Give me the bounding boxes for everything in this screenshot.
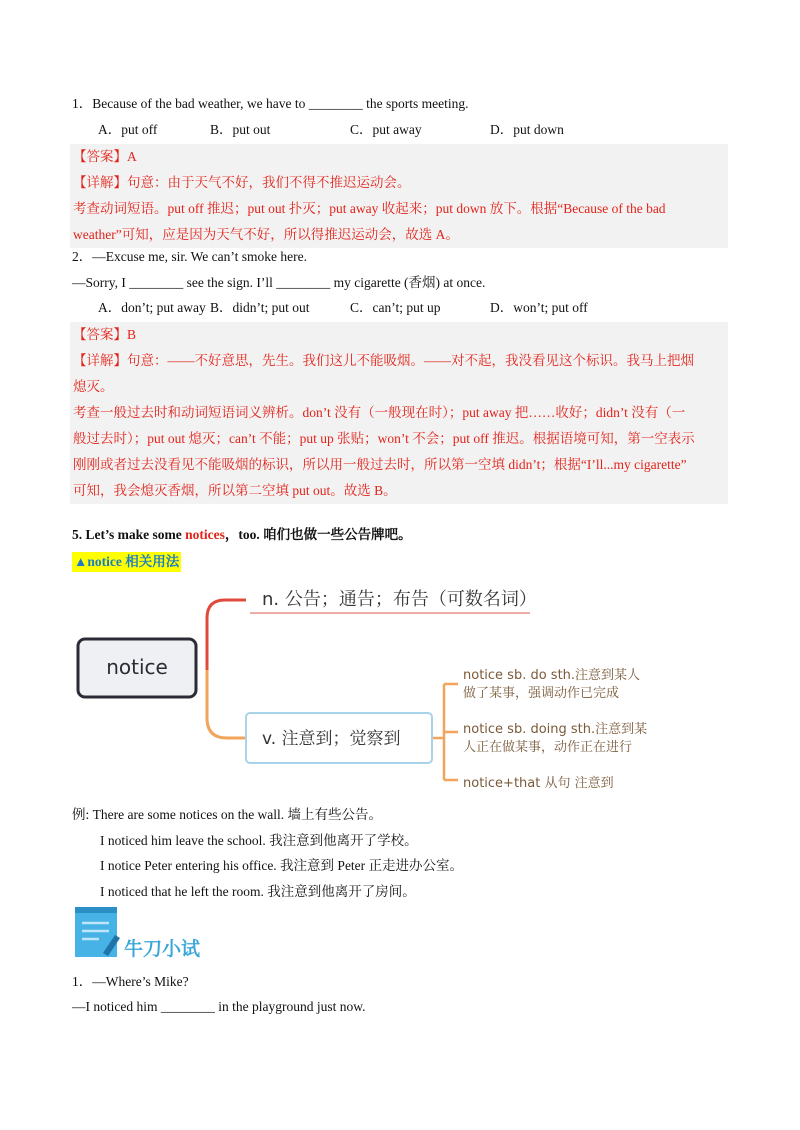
example-line: 例: There are some notices on the wall. 墙上有些公告。 [72, 807, 383, 822]
q1-detail-line: weather”可知，应是因为天气不好，所以得推迟运动会，故选 A。 [73, 227, 459, 242]
q2-detail-line: 考查一般过去时和动词短语词义辨析。don’t 没有（一般现在时）；put away 把……收好；didn’t 没有（一 [73, 405, 686, 420]
leaf1-line1: notice sb. do sth.注意到某人 [463, 668, 641, 683]
q2-answer-box [70, 322, 728, 504]
leaf2-line1: notice sb. doing sth.注意到某 [463, 722, 648, 737]
q2-stem-line: —Sorry, I ________ see the sign. I’ll ________ my cigarette (香烟) at once. [72, 275, 486, 290]
example-line: I noticed that he left the room. 我注意到他离开了房间。 [100, 884, 416, 899]
leaf-branch-lines [430, 684, 458, 780]
noun-branch-line [207, 600, 246, 670]
leaf3-label: notice+that 从句 注意到 [463, 776, 614, 791]
example-line: I noticed him leave the school. 我注意到他离开了学校。 [100, 833, 418, 848]
q1-options [98, 120, 564, 140]
q2-answer: 【答案】B [73, 327, 137, 342]
q2-option-d: D．won’t; put off [490, 300, 588, 315]
q1-option-d: D．put down [490, 122, 564, 137]
section-keyword: notices [185, 527, 225, 542]
q2-stem-line: 2．—Excuse me, sir. We can’t smoke here. [72, 249, 307, 264]
q2-option-b: B．didn’t; put out [210, 300, 310, 315]
root-label: notice [106, 655, 168, 679]
q2-options [98, 298, 588, 318]
section-heading [72, 525, 412, 545]
q2-option-c: C．can’t; put up [350, 300, 441, 315]
q1-answer-box [70, 144, 728, 248]
q1-option-c: C．put away [350, 122, 422, 137]
practice-title: 牛刀小试 [124, 938, 201, 960]
noun-label: n. 公告；通告；布告（可数名词） [262, 589, 537, 610]
q1-answer: 【答案】A [73, 149, 137, 164]
q2-detail-line: 般过去时）；put out 熄灭；can’t 不能；put up 张贴；won’t 不会；put off 推迟。根据语境可知，第一空表示 [73, 431, 695, 446]
q1-option-b: B．put out [210, 122, 271, 137]
q2-detail-line: 可知，我会熄灭香烟，所以第二空填 put out。故选 B。 [73, 483, 397, 498]
leaf2-line2: 人正在做某事，动作正在进行 [463, 740, 633, 755]
section-heading-suffix: ，too. 咱们也做一些公告牌吧。 [224, 527, 412, 542]
q1-detail-line: 考查动词短语。put off 推迟；put out 扑灭；put away 收起来；put down 放下。根据“Because of the bad [73, 201, 666, 216]
verb-branch-line [207, 670, 246, 738]
usage-tag: ▲notice 相关用法 [72, 552, 181, 572]
section-heading-prefix: 5. Let’s make some [72, 527, 186, 542]
leaf1-line2: 做了某事，强调动作已完成 [463, 686, 620, 701]
q2-detail-line: 刚刚或者过去没看见不能吸烟的标识，所以用一般过去时，所以第一空填 didn’t；根据“I’ll...my cigarette” [73, 457, 687, 472]
practice-q1-line: —I noticed him ________ in the playground just now. [72, 999, 366, 1014]
q2-detail-line: 熄灭。 [73, 379, 114, 394]
example-line: I notice Peter entering his office. 我注意到 Peter 正走进办公室。 [100, 858, 464, 873]
practice-q1-line: 1．—Where’s Mike? [72, 974, 189, 989]
q2-detail-line: 【详解】句意：——不好意思，先生。我们这儿不能吸烟。——对不起，我没看见这个标识。我马上把烟 [73, 353, 694, 368]
notice-mindmap [72, 580, 672, 798]
q1-stem: 1．Because of the bad weather, we have to ________ the sports meeting. [72, 96, 469, 111]
verb-label: v. 注意到；觉察到 [262, 729, 401, 749]
q2-option-a: A．don’t; put away [98, 300, 206, 315]
notepad-pencil-icon [73, 903, 123, 963]
q1-detail-line: 【详解】句意：由于天气不好，我们不得不推迟运动会。 [73, 175, 411, 190]
q1-option-a: A．put off [98, 122, 158, 137]
